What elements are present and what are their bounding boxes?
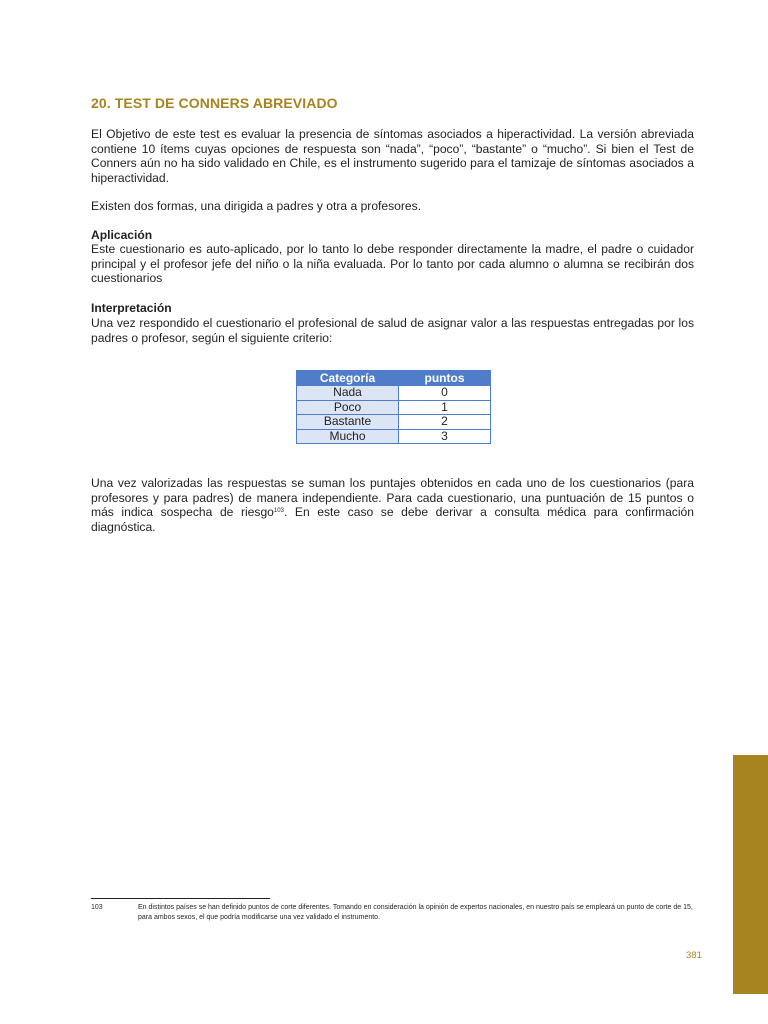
table-row [297,429,491,444]
forms-paragraph: Existen dos formas, una dirigida a padres y otra a profesores. [91,199,422,213]
table-row [297,400,491,415]
application-heading: Aplicación [91,228,153,242]
category-cell: Mucho [297,429,399,444]
section-title: 20. TEST DE CONNERS ABREVIADO [91,95,338,111]
table-row [297,386,491,401]
closing-paragraph [91,476,694,534]
category-cell: Nada [297,386,399,401]
interpretation-paragraph: Una vez respondido el cuestionario el profesional de salud de asignar valor a las respuestas entregadas por los padres o profesor, según el siguiente criterio: [91,316,694,345]
category-cell: Bastante [297,415,399,430]
points-cell: 2 [399,415,491,430]
chapter-tab [733,755,768,994]
points-cell: 1 [399,400,491,415]
page-number: 381 [686,950,702,961]
application-paragraph: Este cuestionario es auto-aplicado, por lo tanto lo debe responder directamente la madre, el padre o cuidador principal y el profesor jefe del niño o la niña evaluada. Por lo tanto por cada alumno o alumna se recibirán dos cuestionarios [91,242,694,285]
points-cell: 3 [399,429,491,444]
footnote-reference[interactable]: 103 [273,508,284,514]
table-header-row [297,371,491,386]
intro-paragraph: El Objetivo de este test es evaluar la presencia de síntomas asociados a hiperactividad. La versión abreviada contiene 10 ítems cuyas opciones de respuesta son “nada”, “poco”, “bastante” o “mucho”. Si bien el Test de Conners aún no ha sido validado en Chile, es el instrumento sugerido para el tamizaje de síntomas asociados a hiperactividad. [91,127,694,185]
interpretation-heading: Interpretación [91,301,172,315]
criteria-table [296,370,491,444]
header-points: puntos [399,371,491,386]
footnote-text: En distintos países se han definido puntos de corte diferentes. Tomando en consideración la opinión de expertos nacionales, en nuestro país se empleará un punto de corte de 15, para ambos sexos, el que podría modificarse una vez validado el instrumento. [138,904,693,921]
footnote-number: 103 [91,904,103,911]
points-cell: 0 [399,386,491,401]
table-row [297,415,491,430]
category-cell: Poco [297,400,399,415]
closing-text: Una vez valorizadas las respuestas se suman los puntajes obtenidos en cada uno de los cuestionarios (para profesores y para padres) de manera independiente. Para cada cuestionario, una puntuación de 15 puntos o más indica sospecha de riesgo [91,476,694,519]
footnote-divider [91,898,270,899]
closing-text-end: . En este caso se debe derivar a consulta médica para confirmación diagnóstica. [91,505,694,534]
header-category: Categoría [297,371,399,386]
